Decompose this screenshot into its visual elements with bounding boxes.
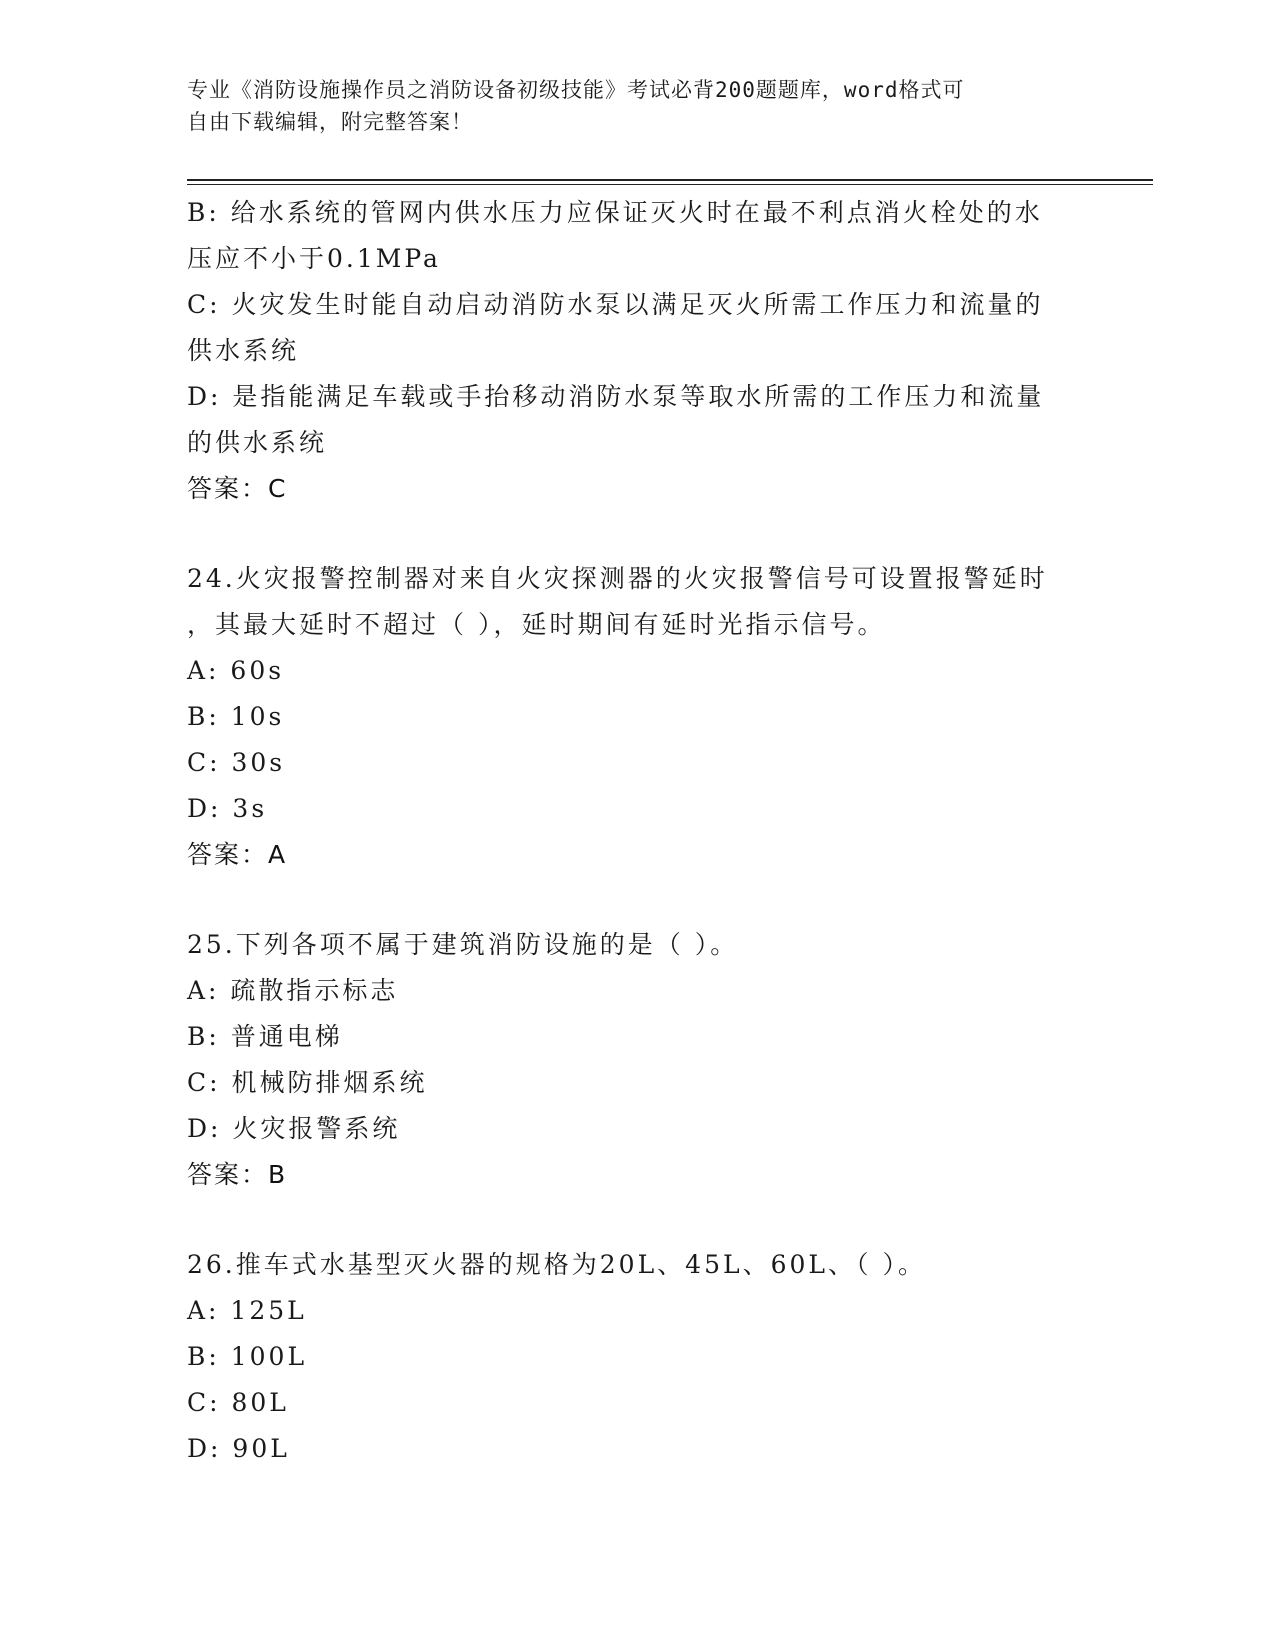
question-24 [187, 556, 1087, 878]
question-stem: 26.推车式水基型灭火器的规格为20L、45L、60L、（ ）。 [187, 1250, 926, 1279]
question-26 [187, 1242, 1087, 1472]
option-c-line-1: C: 火灾发生时能自动启动消防水泵以满足灭火所需工作压力和流量的 [187, 290, 1044, 319]
option-a: A: 125L [187, 1296, 307, 1325]
question-23-continued [187, 190, 1087, 512]
option-c: C: 机械防排烟系统 [187, 1068, 428, 1097]
option-b-line-1: B: 给水系统的管网内供水压力应保证灭火时在最不利点消火栓处的水 [187, 198, 1043, 227]
header-divider-bottom [187, 184, 1153, 185]
answer-label: 答案：B [187, 1160, 288, 1189]
option-b: B: 10s [187, 702, 285, 731]
question-stem-line-2: ，其最大延时不超过（ ），延时期间有延时光指示信号。 [187, 610, 886, 639]
answer-label: 答案：A [187, 840, 288, 869]
answer-label: 答案：C [187, 474, 288, 503]
question-stem: 25.下列各项不属于建筑消防设施的是（ ）。 [187, 930, 739, 959]
option-c: C: 30s [187, 748, 286, 777]
question-list [187, 190, 1087, 1472]
option-d-line-1: D: 是指能满足车载或手抬移动消防水泵等取水所需的工作压力和流量 [187, 382, 1045, 411]
option-b: B: 普通电梯 [187, 1022, 343, 1051]
option-a: A: 疏散指示标志 [187, 976, 399, 1005]
document-header [187, 74, 1087, 138]
question-25 [187, 922, 1087, 1198]
option-b: B: 100L [187, 1342, 308, 1371]
header-divider-top [187, 179, 1153, 181]
question-stem-line-1: 24.火灾报警控制器对来自火灾探测器的火灾报警信号可设置报警延时 [187, 564, 1048, 593]
option-d: D: 3s [187, 794, 268, 823]
header-line-2: 自由下载编辑，附完整答案！ [187, 110, 473, 134]
option-d: D: 火灾报警系统 [187, 1114, 401, 1143]
spacer [187, 878, 1087, 922]
header-line-1: 专业《消防设施操作员之消防设备初级技能》考试必背200题题库，word格式可 [187, 78, 965, 102]
option-a: A: 60s [187, 656, 285, 685]
spacer [187, 512, 1087, 556]
option-b-line-2: 压应不小于0.1MPa [187, 244, 441, 273]
option-c-line-2: 供水系统 [187, 336, 300, 365]
option-c: C: 80L [187, 1388, 289, 1417]
spacer [187, 1198, 1087, 1242]
option-d-line-2: 的供水系统 [187, 428, 328, 457]
option-d: D: 90L [187, 1434, 290, 1463]
